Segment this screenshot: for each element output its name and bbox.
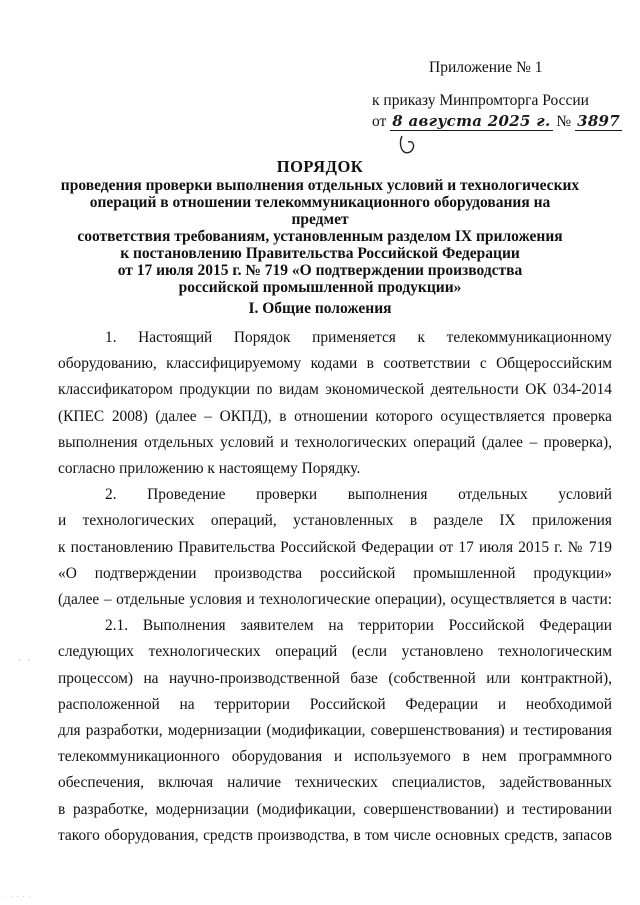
text-line: в разработке, модернизации (модификации, совершенствовании) и тестировании bbox=[58, 800, 612, 818]
text-line: процессом) на научно-производственной базе (собственной или контрактной), bbox=[58, 669, 612, 687]
order-reference: к приказу Минпромторга России bbox=[372, 92, 589, 109]
text-line: 2.1. Выполнения заявителем на территории Российской Федерации bbox=[105, 617, 612, 635]
text-line: 2. Проведение проверки выполнения отдельных условий bbox=[105, 486, 612, 504]
appendix-block bbox=[372, 58, 622, 132]
title-heading: ПОРЯДОК bbox=[276, 157, 364, 176]
text-line: к постановлению Правительства Российской Федерации от 17 июля 2015 г. № 719 bbox=[58, 538, 612, 556]
appendix-title: Приложение № 1 bbox=[429, 59, 543, 76]
text-line: (далее – отдельные условия и технологические операции), осуществляется в части: bbox=[58, 591, 612, 609]
document-body bbox=[58, 325, 612, 849]
text-line: 1. Настоящий Порядок применяется к телекоммуникационному bbox=[105, 329, 612, 346]
text-line: телекоммуникационного оборудования и используемого в нем программного bbox=[58, 748, 612, 766]
title-line: российской промышленной продукции» bbox=[178, 279, 462, 296]
handwritten-number: 3897 bbox=[577, 112, 621, 130]
handwriting-flourish bbox=[396, 134, 436, 160]
text-line: расположенной на территории Российской Федерации и необходимой bbox=[58, 695, 612, 713]
scan-edge-mark: · · · · · bbox=[4, 893, 32, 901]
text-line: и технологических операций, установленных в разделе IX приложения bbox=[58, 512, 612, 530]
text-line: классификатором продукции по видам экономической деятельности ОК 034-2014 bbox=[58, 381, 612, 399]
text-line: следующих технологических операций (если установлено технологическим bbox=[58, 643, 612, 661]
number-label: № bbox=[556, 113, 572, 130]
section-title: I. Общие положения bbox=[248, 300, 392, 317]
document-title bbox=[60, 158, 580, 296]
title-line: проведения проверки выполнения отдельных условий и технологических bbox=[60, 177, 580, 194]
text-line: оборудованию, классифицируемому кодами в соответствии с Общероссийским bbox=[58, 355, 612, 373]
text-line: выполнения отдельных условий и технологических операций (далее – проверка), bbox=[58, 433, 612, 451]
scan-margin-mark: · · bbox=[18, 655, 33, 665]
text-line: обеспечения, включая наличие технических специалистов, задействованных bbox=[58, 774, 612, 792]
title-line: к постановлению Правительства Российской Федерации bbox=[120, 245, 520, 262]
title-line: соответствия требованиям, установленным разделом IX приложения bbox=[77, 228, 563, 245]
order-date-number-line bbox=[372, 111, 622, 132]
text-line: «О подтверждении производства российской промышленной продукции» bbox=[58, 564, 612, 582]
from-label: от bbox=[372, 113, 387, 130]
text-line: такого оборудования, средств производства, в том числе основных средств, запасов bbox=[58, 826, 612, 844]
text-line: (КПЕС 2008) (далее – ОКПД), в отношении которого осуществляется проверка bbox=[58, 407, 612, 425]
handwritten-date: 8 августа 2025 г. bbox=[392, 112, 551, 130]
text-line: для разработки, модернизации (модификации, совершенствования) и тестирования bbox=[58, 722, 612, 740]
title-line: от 17 июля 2015 г. № 719 «О подтверждении производства bbox=[117, 262, 523, 279]
title-line: операций в отношении телекоммуникационного оборудования на предмет bbox=[89, 194, 551, 228]
text-line: согласно приложению к настоящему Порядку. bbox=[58, 460, 361, 478]
